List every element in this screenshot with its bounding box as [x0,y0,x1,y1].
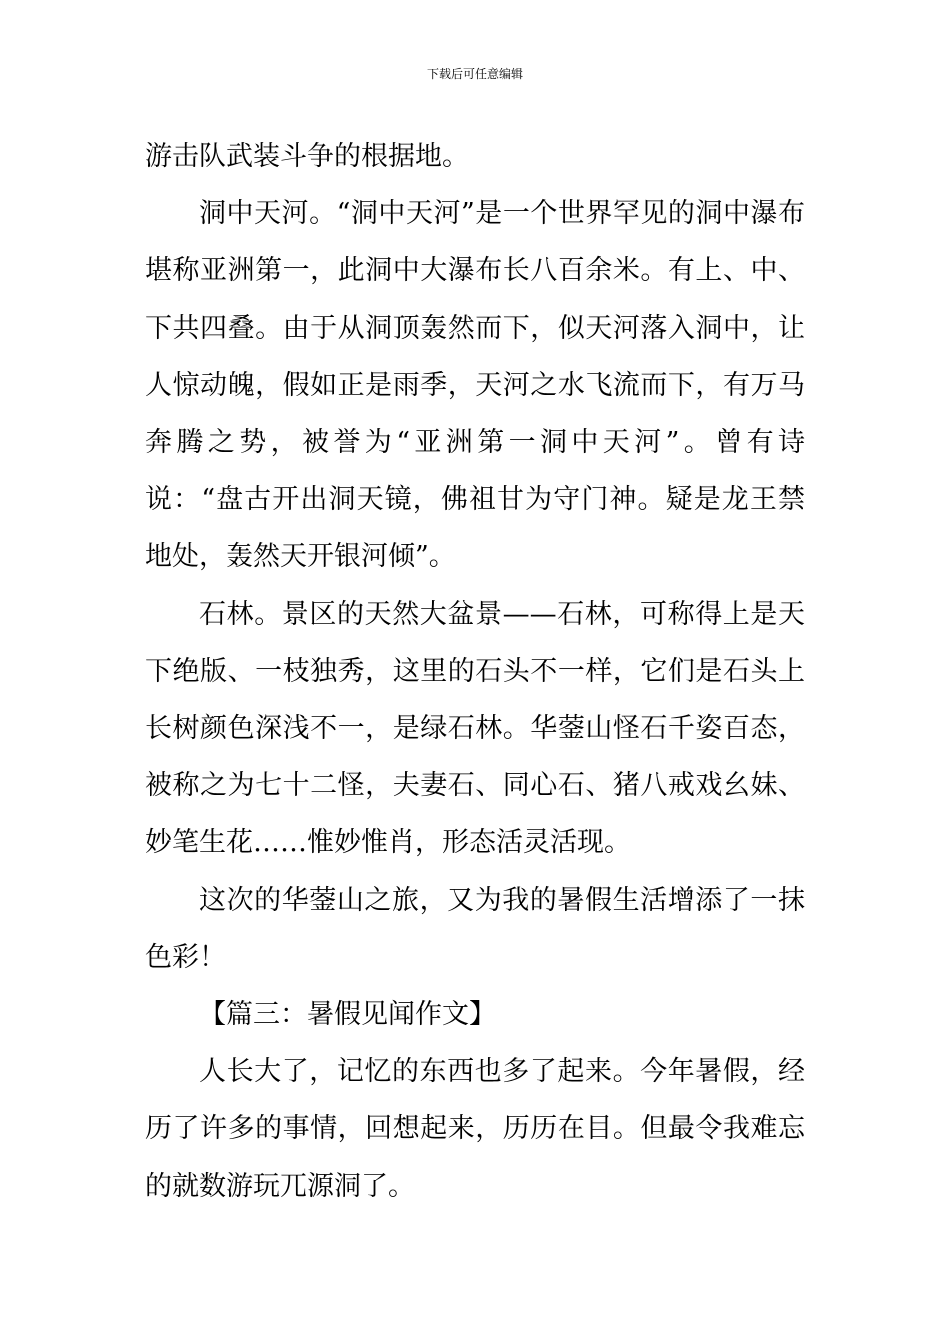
paragraph-3: 石林。景区的天然大盆景——石林，可称得上是天下绝版、一枝独秀，这里的石头不一样，它们是石头上长树颜色深浅不一，是绿石林。华蓥山怪石千姿百态，被称之为七十二怪，夫妻石、同心石、猪八戒戏幺妹、妙笔生花……惟妙惟肖，形态活灵活现。 [145,598,805,859]
paragraph-1: 游击队武装斗争的根据地。 [145,141,469,172]
section-heading: 【篇三：暑假见闻作文】 [199,999,496,1031]
paragraph-2: 洞中天河。“洞中天河”是一个世界罕见的洞中瀑布堪称亚洲第一，此洞中大瀑布长八百余米。有上、中、下共四叠。由于从洞顶轰然而下，似天河落入洞中，让人惊动魄，假如正是雨季，天河之水飞流而下，有万马奔腾之势，被誉为“亚洲第一洞中天河”。曾有诗说：“盘古开出洞天镜，佛祖甘为守门神。疑是龙王禁地处，轰然天开银河倾”。 [145,198,805,573]
document-body [145,128,805,1215]
paragraph-4: 这次的华蓥山之旅，又为我的暑假生活增添了一抹色彩！ [145,884,805,973]
page-header: 下载后可任意编辑 [426,67,523,81]
paragraph-5: 人长大了，记忆的东西也多了起来。今年暑假，经历了许多的事情，回想起来，历历在目。但最令我难忘的就数游玩兀源洞了。 [145,1056,805,1202]
